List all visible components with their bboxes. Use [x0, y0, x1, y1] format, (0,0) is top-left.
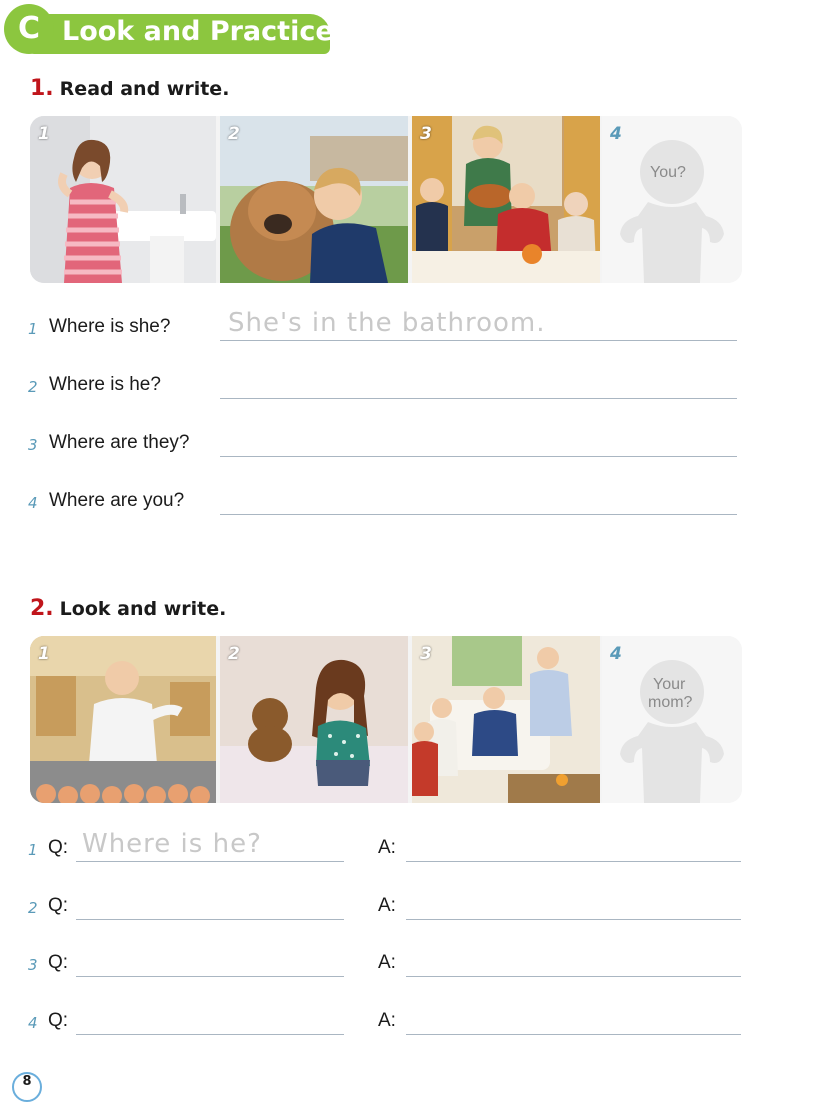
exercise-2-heading — [30, 596, 226, 621]
photo-number: 3 — [420, 124, 432, 144]
silhouette-label-line2: mom? — [648, 694, 693, 711]
answer-label: A: — [378, 952, 396, 973]
question-writing-line[interactable] — [76, 861, 344, 862]
question-label: Q: — [48, 952, 69, 973]
question-label: Q: — [48, 1010, 69, 1031]
exercise-1-number: 1. — [30, 76, 54, 101]
question-row — [28, 486, 740, 516]
photo-number: 4 — [610, 644, 622, 664]
question-number: 1 — [28, 320, 38, 338]
answer-writing-line[interactable] — [406, 919, 741, 920]
question-writing-line[interactable] — [76, 919, 344, 920]
row-number: 3 — [28, 956, 38, 974]
answer-writing-line[interactable] — [220, 340, 737, 341]
page-number: 8 — [12, 1072, 42, 1102]
question-row — [28, 428, 740, 458]
exercise-2-photo-strip — [30, 636, 742, 803]
question-label: Q: — [48, 895, 69, 916]
traced-answer: She's in the bathroom. — [228, 308, 546, 338]
answer-writing-line[interactable] — [220, 514, 737, 515]
bedroom-illustration — [220, 636, 408, 803]
qa-row — [28, 948, 742, 978]
qa-row — [28, 1006, 742, 1036]
answer-writing-line[interactable] — [406, 861, 741, 862]
photo-number: 3 — [420, 644, 432, 664]
photo-man-in-kitchen — [30, 636, 216, 803]
question-row — [28, 370, 740, 400]
boy-dog-illustration — [220, 116, 408, 283]
answer-label: A: — [378, 895, 396, 916]
silhouette-you — [602, 116, 742, 283]
row-number: 1 — [28, 841, 38, 859]
family-dinner-illustration — [412, 116, 600, 283]
question-text: Where is he? — [49, 374, 161, 395]
photo-girl-bathroom — [30, 116, 216, 283]
photo-number: 1 — [38, 124, 50, 144]
qa-row — [28, 829, 742, 863]
question-row — [28, 308, 740, 342]
answer-label: A: — [378, 1010, 396, 1031]
photo-number: 2 — [228, 124, 240, 144]
photo-family-dinner — [412, 116, 600, 283]
photo-girl-in-bedroom — [220, 636, 408, 803]
exercise-1-instruction: Read and write. — [59, 78, 230, 100]
question-number: 2 — [28, 378, 38, 396]
section-title: Look and Practice — [62, 16, 334, 47]
question-text: Where are you? — [49, 490, 185, 511]
exercise-2-instruction: Look and write. — [59, 598, 227, 620]
exercise-2-number: 2. — [30, 596, 54, 621]
section-header — [4, 4, 334, 54]
answer-writing-line[interactable] — [220, 398, 737, 399]
photo-family-living-room — [412, 636, 600, 803]
person-silhouette-icon — [602, 636, 742, 803]
question-text: Where are they? — [49, 432, 190, 453]
photo-number: 2 — [228, 644, 240, 664]
person-silhouette-icon — [602, 116, 742, 283]
kitchen-illustration — [30, 636, 216, 803]
question-number: 4 — [28, 494, 38, 512]
traced-question: Where is he? — [82, 829, 262, 859]
silhouette-your-mom — [602, 636, 742, 803]
question-writing-line[interactable] — [76, 976, 344, 977]
answer-writing-line[interactable] — [220, 456, 737, 457]
living-room-illustration — [412, 636, 600, 803]
silhouette-label: You? — [650, 164, 686, 181]
qa-row — [28, 891, 742, 921]
exercise-1-heading — [30, 76, 229, 101]
question-text: Where is she? — [49, 316, 171, 337]
answer-writing-line[interactable] — [406, 1034, 741, 1035]
question-label: Q: — [48, 837, 69, 858]
photo-number: 1 — [38, 644, 50, 664]
photo-number: 4 — [610, 124, 622, 144]
photo-boy-with-dog — [220, 116, 408, 283]
row-number: 2 — [28, 899, 38, 917]
question-number: 3 — [28, 436, 38, 454]
exercise-1-photo-strip — [30, 116, 742, 283]
answer-writing-line[interactable] — [406, 976, 741, 977]
row-number: 4 — [28, 1014, 38, 1032]
section-letter-badge: C — [4, 4, 54, 54]
answer-label: A: — [378, 837, 396, 858]
girl-brushing-teeth-illustration — [30, 116, 216, 283]
silhouette-label-line1: Your — [653, 676, 686, 693]
question-writing-line[interactable] — [76, 1034, 344, 1035]
